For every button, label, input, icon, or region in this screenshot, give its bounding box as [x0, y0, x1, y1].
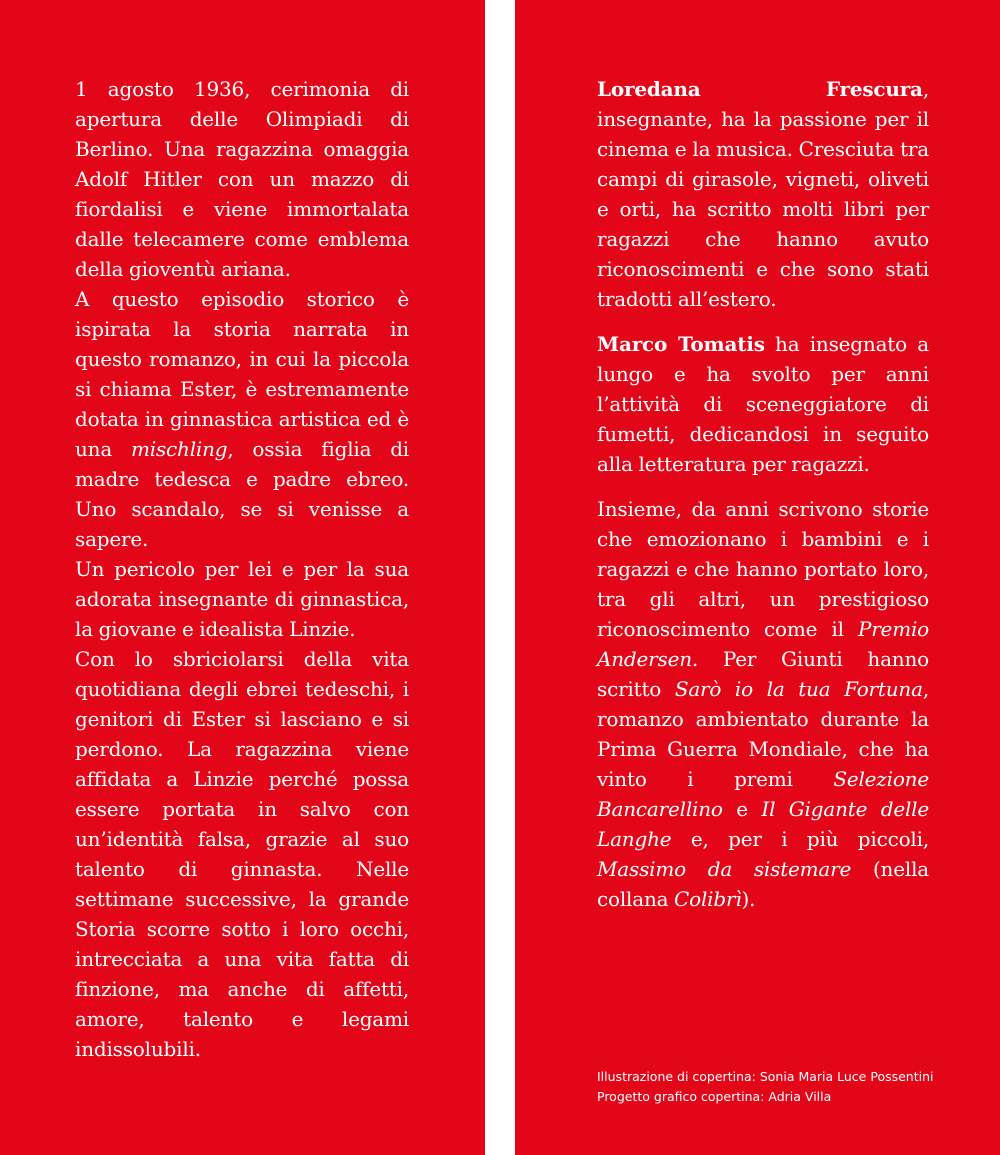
text-segment: . Per Giunti hanno scritto [597, 647, 929, 701]
author-name: Marco Tomatis [597, 332, 765, 356]
bio-joint-works [597, 494, 929, 914]
text-segment-italic: mischling [130, 437, 228, 461]
bio-loredana-frescura [597, 74, 929, 314]
series-name-italic: Colibrì [674, 887, 742, 911]
text-segment: Insieme, da anni scrivono storie che emozionano i bambini e i ragazzi e che hanno portato loro, tra gli altri, un prestigioso riconoscimento come il [597, 497, 929, 641]
award-title-italic: Il Gigante delle Langhe [597, 797, 930, 851]
text-segment: Con lo sbriciolarsi della vita quotidiana degli ebrei tedeschi, i genitori di Ester si lasciano e si perdono. La ragazzina viene affidata a Linzie perché possa essere portata in salvo con un’identità falsa, grazie al suo talento di ginnasta. Nelle settimane successive, la grande Storia scorre sotto i loro occhi, intrecciata a una vita fatta di finzione, ma anche di affetti, amore, talento e legami indissolubili. [75, 647, 409, 1061]
credit-graphic-design: Progetto grafico copertina: Adria Villa [597, 1089, 832, 1104]
text-segment: ha insegnato a lungo e ha svolto per anni l’attività di sceneggiatore di fumetti, dedicandosi in seguito alla letteratura per ragazzi. [597, 332, 929, 476]
text-segment: ). [741, 887, 756, 911]
book-title-italic: Sarò io la tua Fortuna [674, 677, 923, 701]
cover-credits [597, 1067, 934, 1107]
synopsis-text [75, 74, 409, 1064]
text-segment: Un pericolo per lei e per la sua adorata insegnante di ginnastica, la giovane e idealista Linzie. [75, 557, 409, 641]
author-bios [597, 74, 929, 929]
award-title-italic: Selezione Bancarellino [597, 767, 929, 821]
text-segment: 1 agosto 1936, cerimonia di apertura delle Olimpiadi di Berlino. Una ragazzina omaggia Adolf Hitler con un mazzo di fiordalisi e viene immortalata dalle telecamere come emblema della gioventù ariana. [75, 77, 409, 281]
synopsis-paragraph-2 [75, 284, 409, 554]
author-name: Loredana Frescura [597, 77, 923, 101]
award-title-italic: Premio Andersen [597, 617, 929, 671]
bio-marco-tomatis [597, 329, 929, 479]
text-segment: e [722, 797, 762, 821]
right-flap [515, 0, 1000, 1155]
text-segment: , ossia figlia di madre tedesca e padre ebreo. Uno scandalo, se si venisse a sapere. [75, 437, 410, 551]
text-segment: (nella collana [597, 857, 929, 911]
synopsis-paragraph-3 [75, 554, 409, 644]
text-segment: A questo episodio storico è ispirata la storia narrata in questo romanzo, in cui la piccola si chiama Ester, è estremamente dotata in ginnastica artistica ed è una [75, 287, 409, 461]
left-flap [0, 0, 485, 1155]
credit-illustration: Illustrazione di copertina: Sonia Maria Luce Possentini [597, 1069, 934, 1084]
synopsis-paragraph-1 [75, 74, 409, 284]
text-segment: , insegnante, ha la passione per il cinema e la musica. Cresciuta tra campi di girasole, vigneti, oliveti e orti, ha scritto molti libri per ragazzi che hanno avuto riconoscimenti e che sono stati tradotti all’estero. [597, 77, 929, 311]
text-segment: e, per i più piccoli, [671, 827, 929, 851]
synopsis-paragraph-4 [75, 644, 409, 1064]
book-title-italic: Massimo da sistemare [597, 857, 852, 881]
text-segment: , romanzo ambientato durante la Prima Guerra Mondiale, che ha vinto i premi [597, 677, 929, 791]
